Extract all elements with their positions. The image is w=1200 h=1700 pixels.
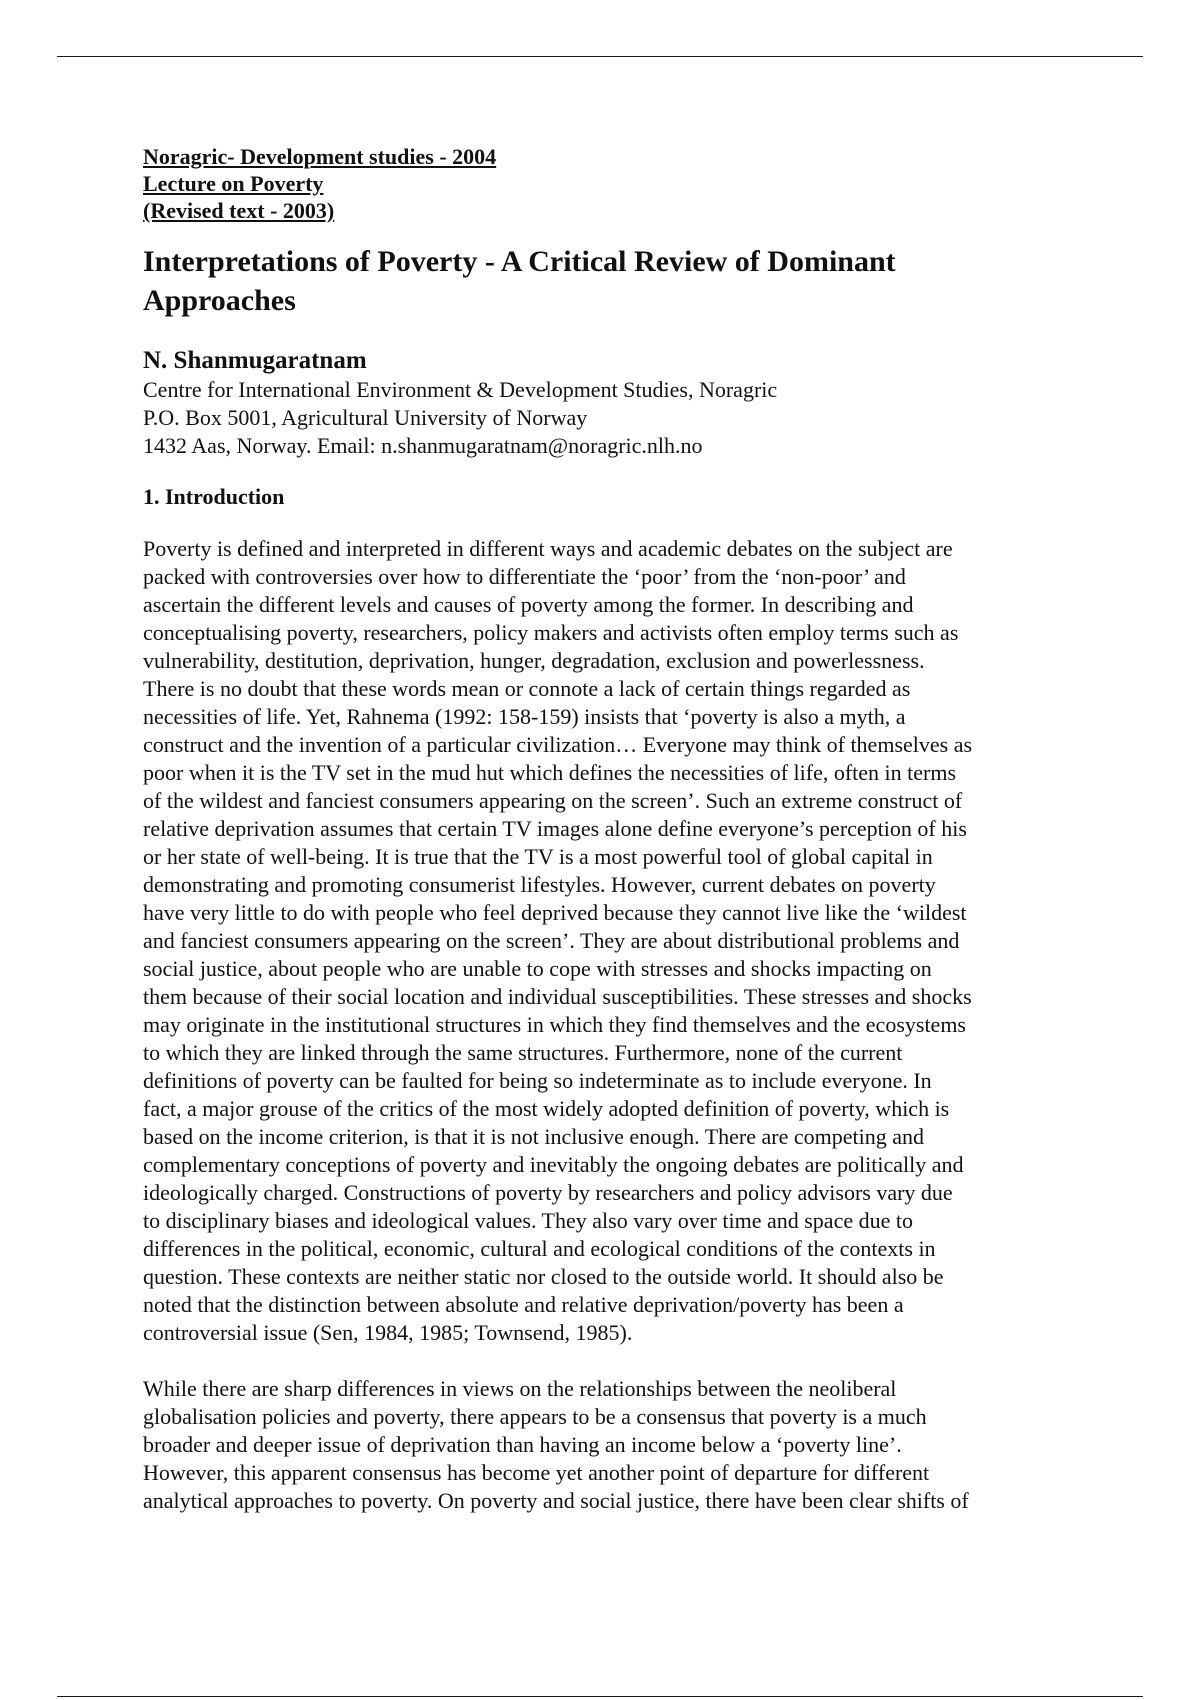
paragraph-line: to which they are linked through the same structures. Furthermore, none of the current <box>143 1040 903 1065</box>
paragraph-line: demonstrating and promoting consumerist lifestyles. However, current debates on poverty <box>143 872 936 897</box>
paragraph-line: to disciplinary biases and ideological values. They also vary over time and space due to <box>143 1208 913 1233</box>
paragraph-line: vulnerability, destitution, deprivation, hunger, degradation, exclusion and powerlessness. <box>143 648 925 673</box>
document-header <box>143 143 1073 224</box>
paragraph-line: necessities of life. Yet, Rahnema (1992: 158-159) insists that ‘poverty is also a myth, a <box>143 704 906 729</box>
title-line-2: Approaches <box>143 284 296 317</box>
document-title <box>143 242 1023 320</box>
section-heading-introduction: 1. Introduction <box>143 484 285 509</box>
paragraph-line: fact, a major grouse of the critics of the most widely adopted definition of poverty, which is <box>143 1096 950 1121</box>
header-lecture-line: Lecture on Poverty <box>143 171 324 196</box>
paragraph-line: may originate in the institutional structures in which they find themselves and the ecosystems <box>143 1012 966 1037</box>
affiliation-line: 1432 Aas, Norway. Email: n.shanmugaratnam@noragric.nlh.no <box>143 433 703 458</box>
paragraph-line: Poverty is defined and interpreted in different ways and academic debates on the subject are <box>143 536 953 561</box>
paragraph-line: them because of their social location and individual susceptibilities. These stresses and shocks <box>143 984 972 1009</box>
paragraph-line: of the wildest and fanciest consumers appearing on the screen’. Such an extreme construct of <box>143 788 963 813</box>
document-body <box>143 143 1073 1515</box>
paragraph-line: packed with controversies over how to differentiate the ‘poor’ from the ‘non-poor’ and <box>143 564 906 589</box>
paragraph-line: relative deprivation assumes that certain TV images alone define everyone’s perception of his <box>143 816 967 841</box>
title-line-1: Interpretations of Poverty - A Critical Review of Dominant <box>143 245 896 278</box>
paragraph-line: ideologically charged. Constructions of poverty by researchers and policy advisors vary due <box>143 1180 953 1205</box>
affiliation-line: P.O. Box 5001, Agricultural University of Norway <box>143 405 588 430</box>
paragraph-line: However, this apparent consensus has become yet another point of departure for different <box>143 1460 930 1485</box>
author-affiliation <box>143 376 1073 460</box>
paragraph-line: have very little to do with people who feel deprived because they cannot live like the ‘wildest <box>143 900 967 925</box>
paragraph-introduction-1 <box>143 535 1073 1347</box>
paragraph-line: based on the income criterion, is that it is not inclusive enough. There are competing and <box>143 1124 924 1149</box>
paragraph-line: question. These contexts are neither static nor closed to the outside world. It should also be <box>143 1264 944 1289</box>
header-course-line: Noragric- Development studies - 2004 <box>143 144 497 169</box>
paragraph-line: differences in the political, economic, cultural and ecological conditions of the contexts in <box>143 1236 936 1261</box>
paragraph-line: definitions of poverty can be faulted for being so indeterminate as to include everyone. In <box>143 1068 932 1093</box>
paragraph-line: conceptualising poverty, researchers, policy makers and activists often employ terms such as <box>143 620 959 645</box>
paragraph-line: There is no doubt that these words mean or connote a lack of certain things regarded as <box>143 676 911 701</box>
paragraph-line: or her state of well-being. It is true that the TV is a most powerful tool of global capital in <box>143 844 933 869</box>
paragraph-line: and fanciest consumers appearing on the screen’. They are about distributional problems and <box>143 928 960 953</box>
bottom-rule <box>57 1696 1143 1697</box>
paragraph-introduction-2 <box>143 1375 1073 1515</box>
paragraph-line: noted that the distinction between absolute and relative deprivation/poverty has been a <box>143 1292 904 1317</box>
paragraph-line: poor when it is the TV set in the mud hut which defines the necessities of life, often in terms <box>143 760 957 785</box>
paragraph-line: controversial issue (Sen, 1984, 1985; Townsend, 1985). <box>143 1320 633 1345</box>
paragraph-line: analytical approaches to poverty. On poverty and social justice, there have been clear shifts of <box>143 1488 969 1513</box>
paragraph-line: construct and the invention of a particular civilization… Everyone may think of themselves as <box>143 732 973 757</box>
header-revision-line: (Revised text - 2003) <box>143 198 335 223</box>
paragraph-line: complementary conceptions of poverty and inevitably the ongoing debates are politically and <box>143 1152 964 1177</box>
paragraph-line: While there are sharp differences in views on the relationships between the neoliberal <box>143 1376 897 1401</box>
author-name: N. Shanmugaratnam <box>143 347 367 374</box>
affiliation-line: Centre for International Environment & Development Studies, Noragric <box>143 377 778 402</box>
paragraph-line: ascertain the different levels and causes of poverty among the former. In describing and <box>143 592 914 617</box>
paragraph-line: broader and deeper issue of deprivation than having an income below a ‘poverty line’. <box>143 1432 902 1457</box>
paragraph-line: globalisation policies and poverty, there appears to be a consensus that poverty is a much <box>143 1404 927 1429</box>
paragraph-line: social justice, about people who are unable to cope with stresses and shocks impacting on <box>143 956 932 981</box>
top-rule <box>57 56 1143 57</box>
